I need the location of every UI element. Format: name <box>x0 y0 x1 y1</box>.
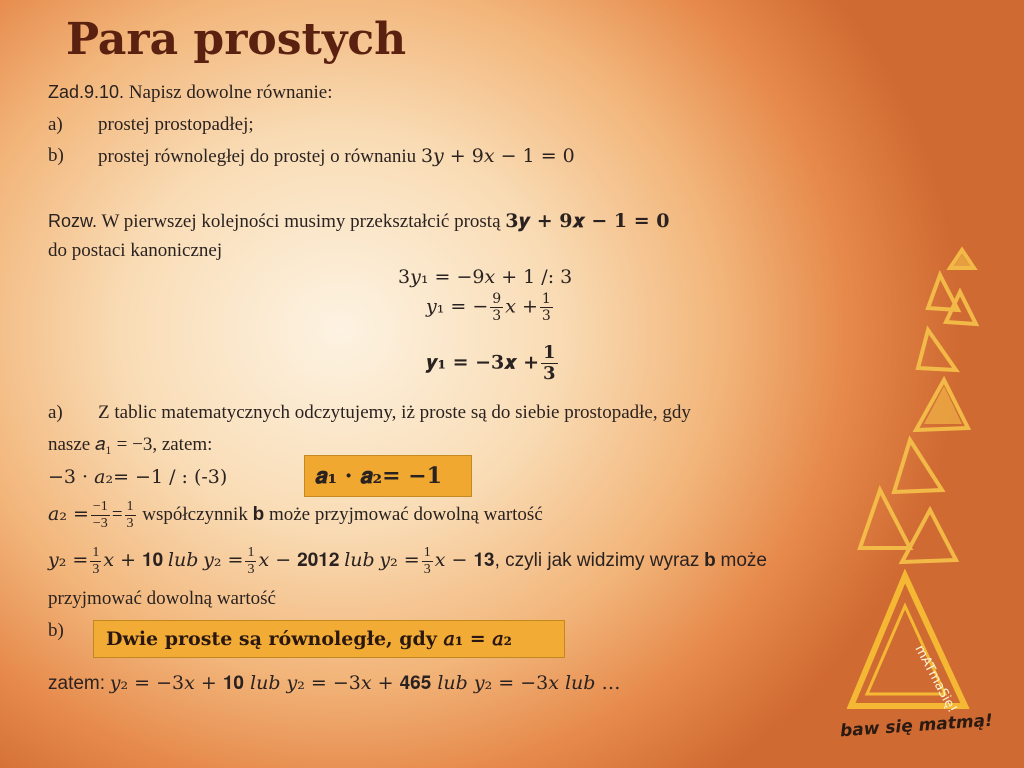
task-b <box>48 145 575 167</box>
part-b-equation: 𝑦₂ = −3𝑥 + 𝟏𝟎 𝑙𝑢𝑏 𝑦₂ = −3𝑥 + 𝟒𝟔𝟓 𝑙𝑢𝑏 𝑦₂ = −3𝑥 𝑙𝑢𝑏 … <box>109 672 621 694</box>
part-a-label: a) <box>48 402 63 423</box>
logo-brand: mATmaSię! <box>911 642 960 716</box>
step2-equation: 𝑦₁ = − $\frac{9}{3}$ 𝑥 + $\frac{1}{3}$ <box>426 291 551 324</box>
solution-label: Rozw. <box>48 211 98 231</box>
logo-tagline: baw się matmą! <box>839 710 994 742</box>
part-a-line1: a) Z tablic matematycznych odczytujemy, iż proste są do siebie prostopadłe, gdy <box>48 402 691 423</box>
step1-equation: 3𝑦₁ = −9𝑥 + 1 /: 3 <box>398 266 573 288</box>
fraction: $\frac{1}{3}$ <box>126 499 134 531</box>
task-line <box>48 82 332 104</box>
fraction: $\frac{-1}{-3}$ <box>92 499 108 531</box>
part-a-equation: −3 · 𝑎₂= −1 / : (-3) <box>48 466 228 488</box>
logo-triangle <box>845 568 975 718</box>
task-label: Zad.9.10. <box>48 82 125 102</box>
fraction: $\frac{1}{3}$ <box>541 291 551 324</box>
task-a-label: a) <box>48 114 63 135</box>
task-b-text: prostej równoległej do prostej o równaniu <box>98 146 417 167</box>
part-a-line3: przyjmować dowolną wartość <box>48 588 276 609</box>
part-b-label: b) <box>48 620 64 641</box>
fraction: $\frac{9}{3}$ <box>492 291 502 324</box>
page-title: Para prostych <box>66 14 407 65</box>
task-text: Napisz dowolne równanie: <box>128 82 333 103</box>
fraction: $\frac{1}{3}$ <box>247 545 255 577</box>
part-b-line: zatem: 𝑦₂ = −3𝑥 + 𝟏𝟎 𝑙𝑢𝑏 𝑦₂ = −3𝑥 + 𝟒𝟔𝟓 𝑙𝑢𝑏 𝑦₂ = −3𝑥 𝑙𝑢𝑏 … <box>48 672 621 694</box>
task-b-equation: 3𝑦 + 9𝑥 − 1 = 0 <box>420 145 575 167</box>
task-b-label: b) <box>48 145 64 166</box>
fraction: $\frac{𝟏}{𝟑}$ <box>543 342 556 384</box>
task-a <box>48 114 254 136</box>
examples-line: 𝑦₂ = $\frac{1}{3}$ 𝑥 + 𝟏𝟎 lub 𝑦₂ = $\frac{1}{3}$ 𝑥 − 𝟐𝟎𝟏𝟐 lub 𝑦₂ = $\frac{1}{3}$ 𝑥 − 𝟏𝟑, czyli jak widzimy wyraz b może <box>48 545 767 577</box>
solution-line2: do postaci kanonicznej <box>48 240 223 261</box>
solution-text: W pierwszej kolejności musimy przekształcić prostą <box>101 211 501 232</box>
solution-line <box>48 210 669 233</box>
part-a-line2: nasze 𝑎₁ = −3, zatem: <box>48 434 213 455</box>
fraction: $\frac{1}{3}$ <box>92 545 100 577</box>
task-a-text: prostej prostopadłej; <box>98 114 254 135</box>
highlight-box-perpendicular: 𝒂₁ · 𝒂₂= −𝟏 <box>304 455 472 497</box>
step3-equation: 𝒚₁ = −3𝒙 + $\frac{𝟏}{𝟑}$ <box>426 342 556 384</box>
fraction: $\frac{1}{3}$ <box>423 545 431 577</box>
solution-equation: 3𝒚 + 9𝒙 − 𝟏 = 𝟎 <box>505 210 670 232</box>
a2-line: 𝑎₂ = $\frac{-1}{-3}$ = $\frac{1}{3}$ współczynnik b może przyjmować dowolną wartość <box>48 499 543 531</box>
highlight-box-parallel: Dwie proste są równoległe, gdy 𝑎₁ = 𝑎₂ <box>93 620 565 658</box>
